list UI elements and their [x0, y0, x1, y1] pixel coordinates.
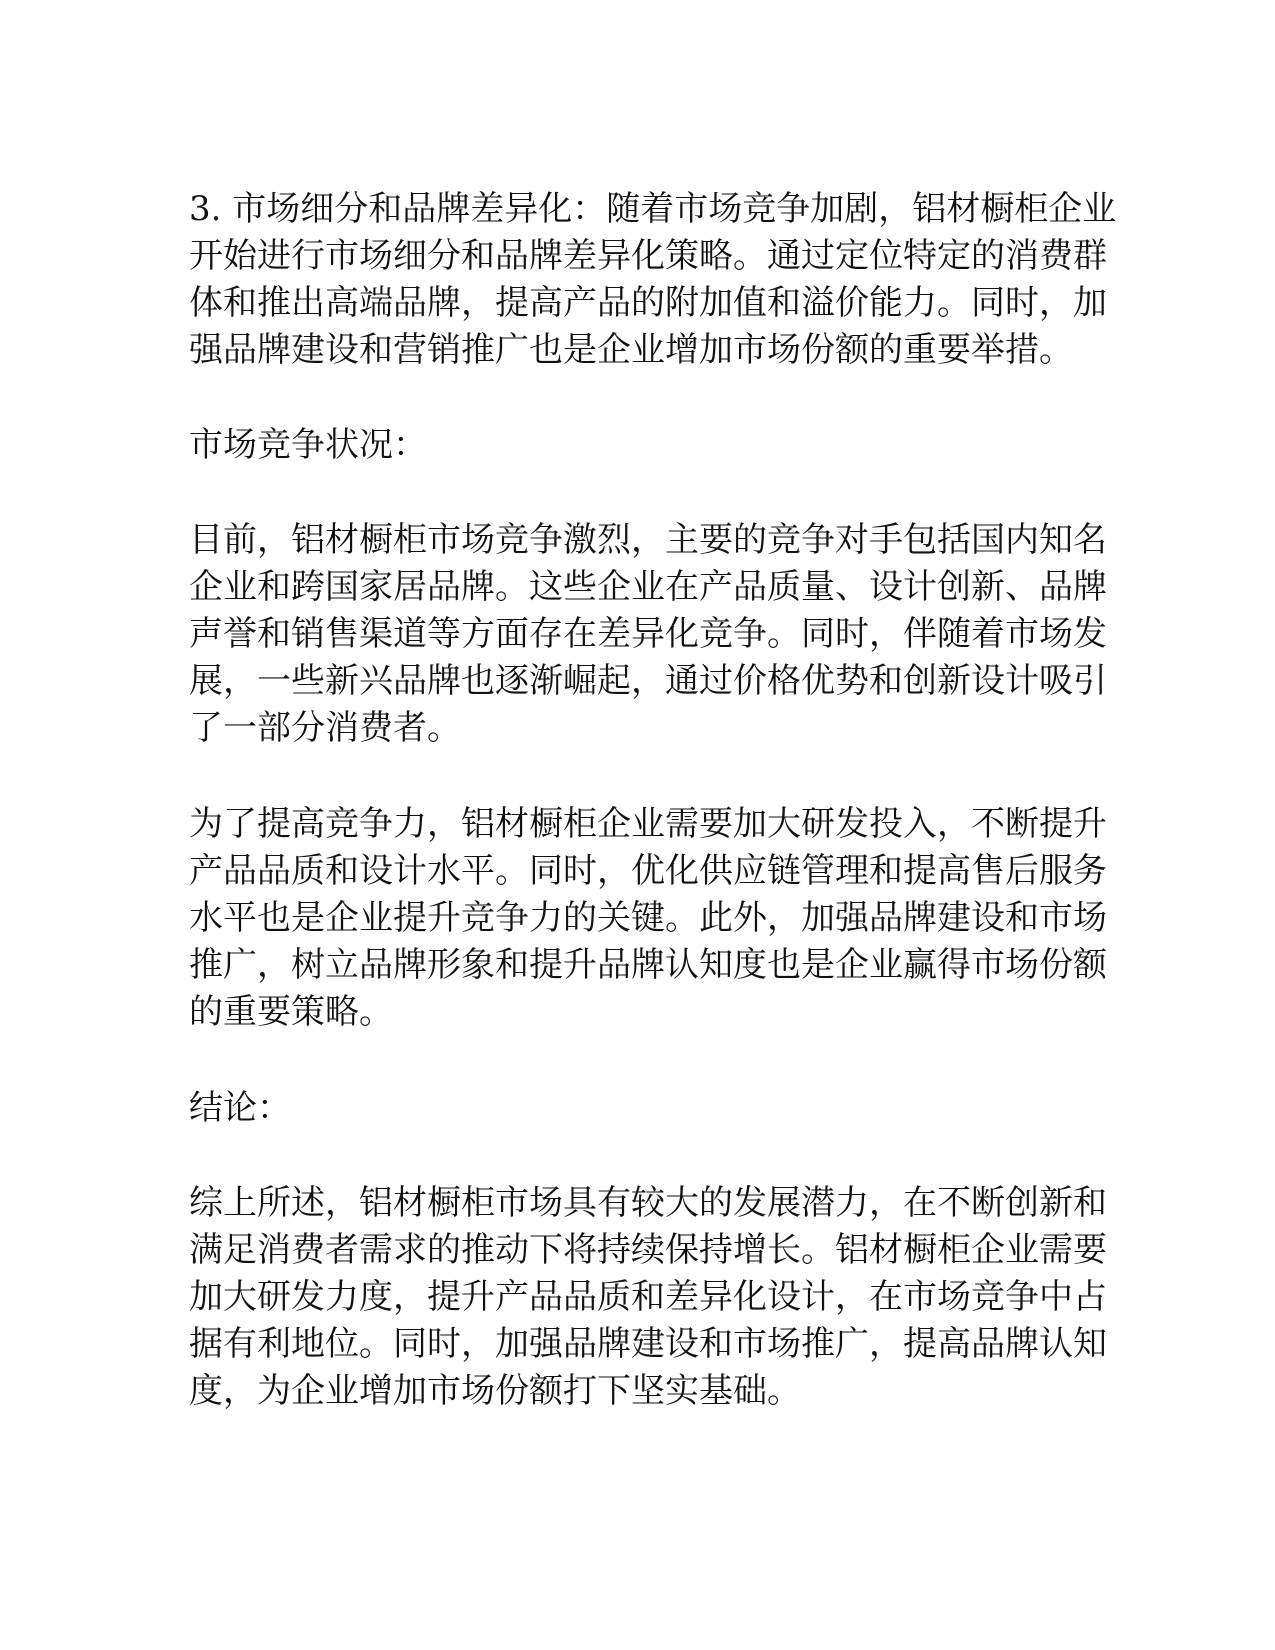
section-heading-competition	[189, 422, 1089, 469]
paragraph-line: 为了提高竞争力，铝材橱柜企业需要加大研发投入，不断提升	[189, 804, 1107, 844]
paragraph-conclusion	[189, 1180, 1107, 1415]
paragraph-line: 推广，树立品牌形象和提升品牌认知度也是企业赢得市场份额	[189, 945, 1107, 985]
paragraph-line: 目前，铝材橱柜市场竞争激烈，主要的竞争对手包括国内知名	[189, 520, 1107, 560]
paragraph-line: 加大研发力度，提升产品品质和差异化设计，在市场竞争中占	[189, 1277, 1107, 1317]
paragraph-line: 声誉和销售渠道等方面存在差异化竞争。同时，伴随着市场发	[189, 614, 1107, 654]
paragraph-line: 度，为企业增加市场份额打下坚实基础。	[189, 1371, 801, 1411]
paragraph-market-segmentation	[189, 186, 1117, 374]
paragraph-line: 3. 市场细分和品牌差异化：随着市场竞争加剧，铝材橱柜企业	[189, 189, 1117, 229]
paragraph-line: 强品牌建设和营销推广也是企业增加市场份额的重要举措。	[189, 330, 1073, 370]
paragraph-competition-status	[189, 517, 1107, 752]
paragraph-competitiveness	[189, 801, 1107, 1036]
paragraph-line: 满足消费者需求的推动下将持续保持增长。铝材橱柜企业需要	[189, 1230, 1107, 1270]
paragraph-line: 开始进行市场细分和品牌差异化策略。通过定位特定的消费群	[189, 236, 1107, 276]
paragraph-line: 水平也是企业提升竞争力的关键。此外，加强品牌建设和市场	[189, 898, 1107, 938]
section-heading: 结论：	[189, 1088, 291, 1128]
paragraph-line: 体和推出高端品牌，提高产品的附加值和溢价能力。同时，加	[189, 283, 1107, 323]
paragraph-line: 综上所述，铝材橱柜市场具有较大的发展潜力，在不断创新和	[189, 1183, 1107, 1223]
paragraph-line: 产品品质和设计水平。同时，优化供应链管理和提高售后服务	[189, 851, 1107, 891]
paragraph-line: 据有利地位。同时，加强品牌建设和市场推广，提高品牌认知	[189, 1324, 1107, 1364]
paragraph-line: 的重要策略。	[189, 992, 393, 1032]
paragraph-line: 企业和跨国家居品牌。这些企业在产品质量、设计创新、品牌	[189, 567, 1107, 607]
section-heading-conclusion	[189, 1085, 1089, 1132]
section-heading: 市场竞争状况：	[189, 425, 427, 465]
paragraph-line: 了一部分消费者。	[189, 708, 461, 748]
paragraph-line: 展，一些新兴品牌也逐渐崛起，通过价格优势和创新设计吸引	[189, 661, 1107, 701]
